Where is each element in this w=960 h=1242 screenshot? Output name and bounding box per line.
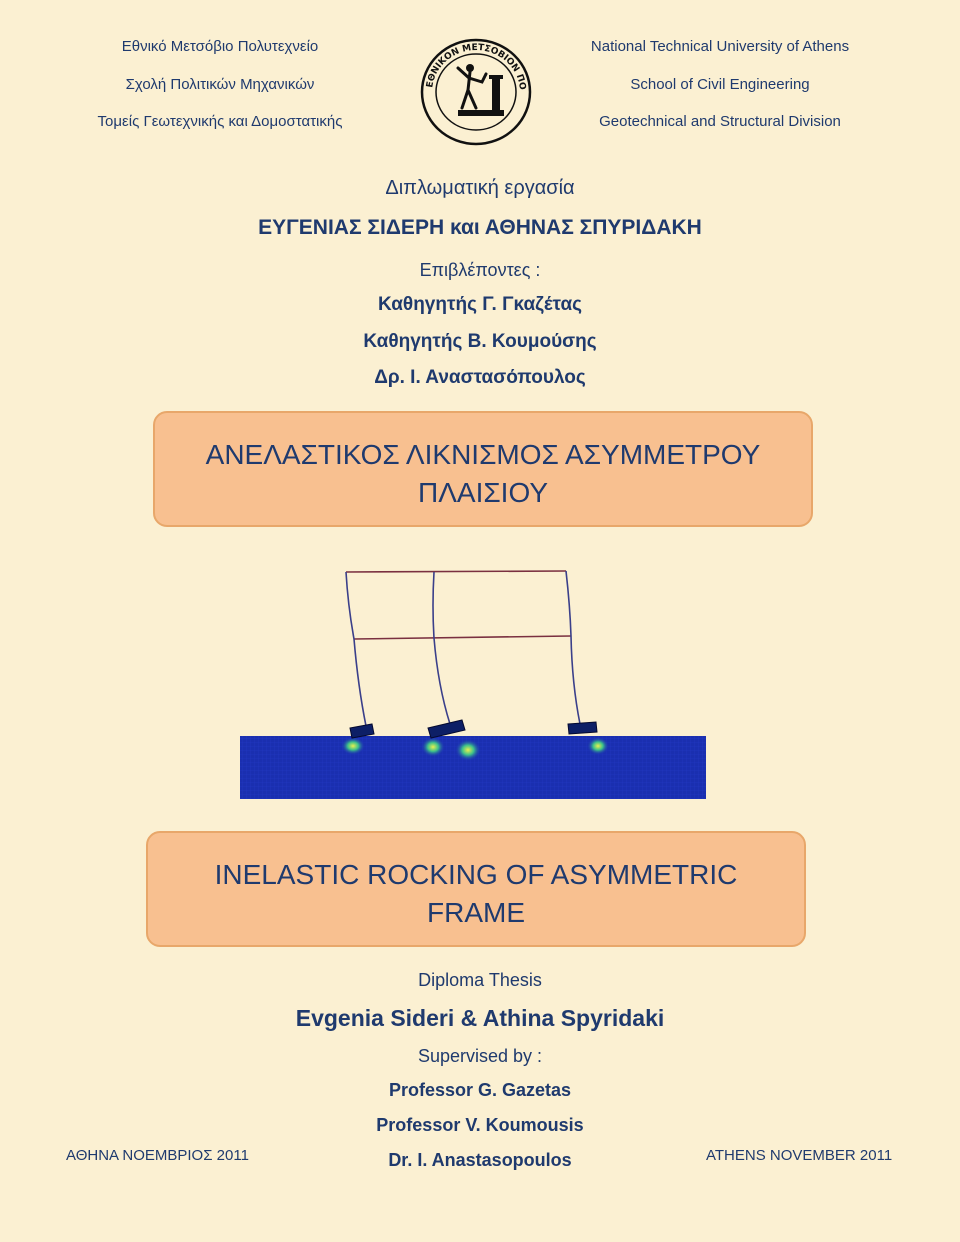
- title-english-line1: INELASTIC ROCKING OF ASYMMETRIC: [214, 859, 738, 890]
- supervisor-english-2: Professor V. Koumousis: [376, 1115, 584, 1135]
- thesis-label-english: Diploma Thesis: [418, 970, 542, 990]
- supervisor-greek-1: Καθηγητής Γ. Γκαζέτας: [377, 294, 583, 315]
- rocking-frame-figure: [238, 566, 708, 802]
- authors-english: Evgenia Sideri & Athina Spyridaki: [295, 1005, 665, 1031]
- title-greek-line1: ΑΝΕΛΑΣΤΙΚΟΣ ΛΙΚΝΙΣΜΟΣ ΑΣΥΜΜΕΤΡΟΥ: [205, 439, 761, 470]
- thesis-label-greek: Διπλωματική εργασία: [385, 177, 575, 199]
- supervised-label-greek: Επιβλέποντες :: [419, 260, 541, 280]
- date-greek: ΑΘΗΝΑ ΝΟΕΜΒΡΙΟΣ 2011: [66, 1147, 249, 1164]
- university-name-english: National Technical University of Athens: [590, 38, 850, 55]
- supervised-label-english: Supervised by :: [417, 1046, 543, 1066]
- school-name-english: School of Civil Engineering: [630, 76, 810, 93]
- frame-footings: [350, 720, 597, 738]
- school-name-greek: Σχολή Πολιτικών Μηχανικών: [125, 76, 315, 93]
- supervisor-greek-3: Δρ. Ι. Αναστασόπουλος: [374, 367, 586, 388]
- division-name-greek: Τομείς Γεωτεχνικής και Δομοστατικής: [97, 113, 343, 130]
- division-name-english: Geotechnical and Structural Division: [599, 113, 841, 130]
- university-seal-logo: [420, 38, 532, 146]
- authors-greek: ΕΥΓΕΝΙΑΣ ΣΙΔΕΡΗ και ΑΘΗΝΑΣ ΣΠΥΡΙΔΑΚΗ: [258, 216, 702, 239]
- title-english-line2: FRAME: [427, 897, 525, 928]
- frame-members: [346, 571, 580, 726]
- title-box-english: [146, 831, 806, 947]
- title-greek-line2: ΠΛΑΙΣΙΟΥ: [417, 477, 549, 508]
- supervisor-greek-2: Καθηγητής Β. Κουμούσης: [363, 331, 597, 352]
- university-name-greek: Εθνικό Μετσόβιο Πολυτεχνείο: [121, 38, 319, 55]
- svg-text:ΕΘΝΙΚΟΝ ΜΕΤΣΟΒΙΟΝ ΠΟΛΥΤΕΧΝΕΙΟΝ: ΕΘΝΙΚΟΝ ΜΕΤΣΟΒΙΟΝ ΠΟ: [425, 42, 528, 91]
- supervisor-english-3: Dr. I. Anastasopoulos: [388, 1150, 572, 1170]
- supervisor-english-1: Professor G. Gazetas: [388, 1080, 572, 1100]
- title-box-greek: [153, 411, 813, 527]
- date-english: ATHENS NOVEMBER 2011: [706, 1147, 893, 1164]
